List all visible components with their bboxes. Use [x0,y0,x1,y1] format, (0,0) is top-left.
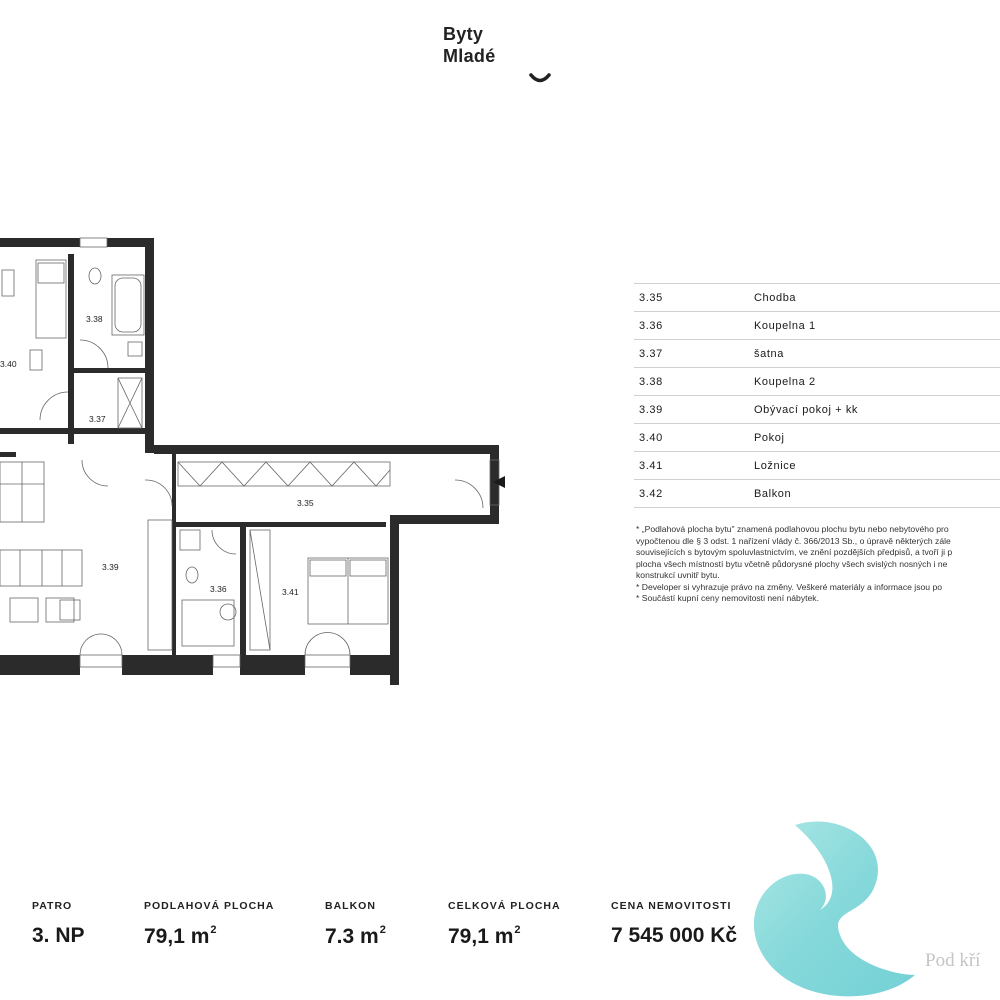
stat-value: 79,1 $m^2$ [144,924,217,948]
room-number: 3.38 [639,376,663,388]
stat-label: CENA NEMOVITOSTI [611,900,732,912]
room-label-3-39: 3.39 [102,562,119,572]
footnote-line: plocha všech místností bytu včetně půdorysné plochy všech svislých nosných i ne [636,558,948,569]
footnote-line: * Developer si vyhrazuje právo na změny. Veškeré materiály a informace jsou po [636,581,943,592]
room-number: 3.41 [639,460,663,472]
stat-total-area [448,900,561,949]
floor-plan [0,230,510,690]
table-row [634,368,1000,396]
table-row [634,396,1000,424]
room-number: 3.42 [639,488,663,500]
stat-price [611,900,737,948]
room-table [634,283,1000,508]
table-row [634,312,1000,340]
table-row [634,424,1000,452]
watermark-text: Pod kří [925,950,981,971]
logo-line-2: Mladé [443,46,496,66]
room-label-3-38: 3.38 [86,314,103,324]
footnotes [636,524,1000,605]
room-name: Ložnice [754,460,797,472]
stat-value: 79,1 $m^2$ [448,924,521,948]
stat-label: PATRO [32,900,73,912]
room-name: Koupelna 2 [754,376,816,388]
stat-floor-area [144,900,274,949]
table-row [634,340,1000,368]
stat-label: BALKON [325,900,376,912]
stat-balcony [325,900,386,949]
room-name: Pokoj [754,432,785,444]
room-label-3-37: 3.37 [89,414,106,424]
room-name: Koupelna 1 [754,320,816,332]
room-label-3-35: 3.35 [297,498,314,508]
room-number: 3.40 [639,432,663,444]
stat-label: PODLAHOVÁ PLOCHA [144,900,275,912]
footnote-line: konstrukcí uvnitř bytu. [636,570,720,580]
table-row [634,480,1000,508]
stat-label: CELKOVÁ PLOCHA [448,900,561,912]
decorative-wave-shape [745,815,935,1000]
room-name: Chodba [754,292,797,304]
room-number: 3.36 [639,320,663,332]
stat-value: 3. NP [32,924,85,947]
room-name: Balkon [754,488,792,500]
room-number: 3.39 [639,404,663,416]
footnote-line: * „Podlahová plocha bytu" znamená podlahovou plochu bytu nebo nebytového pro [636,524,949,534]
room-number: 3.37 [639,348,663,360]
room-name: Obývací pokoj + kk [754,404,859,416]
table-row [634,452,1000,480]
logo-line-1: Byty [443,24,484,44]
footnote-line: vypočtenou dle § 3 odst. 1 nařízení vlády č. 366/2013 Sb., o úpravě některých zále [636,535,951,546]
table-row [634,284,1000,312]
room-label-3-41: 3.41 [282,587,299,597]
stat-floor [32,900,85,948]
stat-value: 7 545 000 Kč [611,924,738,947]
brand-logo [443,22,563,72]
stat-value: 7.3 $m^2$ [325,924,386,948]
footnote-line: souvisejících s bytovým spoluvlastnictvím, ve znění pozdějších předpisů, a tvoří ji p [636,547,953,557]
room-number: 3.35 [639,292,663,304]
logo-smile-icon [529,72,551,86]
room-name: šatna [754,348,784,360]
room-label-3-36: 3.36 [210,584,227,594]
room-label-3-40: 3.40 [0,359,17,369]
plan-walls [0,238,499,685]
footnote-line: * Součástí kupní ceny nemovitosti není nábytek. [636,593,819,603]
